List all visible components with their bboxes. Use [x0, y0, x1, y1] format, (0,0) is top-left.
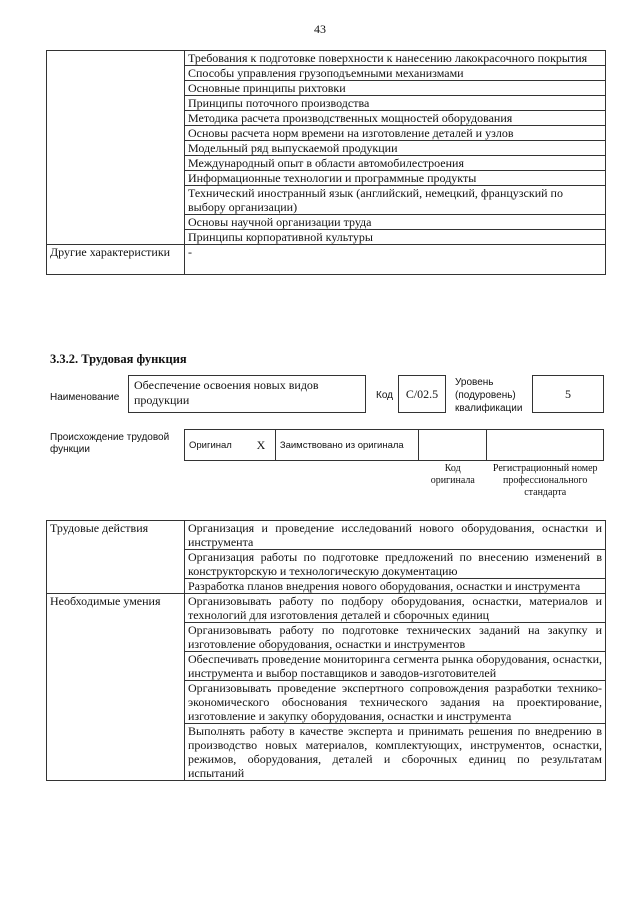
skill-cell: Организовывать работу по подбору оборудования, оснастки, материалов и технологий для изготовления деталей и сборочных единиц [185, 594, 606, 623]
knowledge-cell: Принципы корпоративной культуры [185, 230, 606, 245]
table-row [47, 521, 606, 550]
name-label: Наименование [50, 392, 120, 403]
knowledge-cell: Модельный ряд выпускаемой продукции [185, 141, 606, 156]
knowledge-cell: Международный опыт в области автомобилестроения [185, 156, 606, 171]
original-mark: X [247, 430, 275, 461]
actions-label: Трудовые действия [47, 521, 185, 594]
origin-table [184, 429, 604, 499]
action-cell: Организация и проведение исследований нового оборудования, оснастки и инструмента [185, 521, 606, 550]
original-code-cell [419, 430, 487, 461]
reg-number-cell [487, 430, 604, 461]
skill-cell: Выполнять работу в качестве эксперта и принимать решения по внедрению в производство новых материалов, комплектующих, инструментов, оснастки, режимов, оборудования, деталей и сборочных единиц по результатам испытаний [185, 724, 606, 781]
knowledge-cell: Основы расчета норм времени на изготовление деталей и узлов [185, 126, 606, 141]
knowledge-cell: Требования к подготовке поверхности к нанесению лакокрасочного покрытия [185, 51, 606, 66]
other-characteristics-label: Другие характеристики [47, 245, 185, 275]
code-caption: Код оригинала [430, 463, 475, 486]
other-characteristics-value: - [185, 245, 606, 275]
skill-cell: Обеспечивать проведение мониторинга сегмента рынка оборудования, оснастки, инструмента и выбор поставщиков и заводов-изготовителей [185, 652, 606, 681]
page-number: 43 [314, 22, 326, 36]
original-cell: Оригинал [185, 430, 248, 461]
level-label: Уровень (подуровень) квалификации [455, 377, 523, 414]
knowledge-cell: Основы научной организации труда [185, 215, 606, 230]
skill-cell: Организовывать проведение экспертного сопровождения разработки технико-экономического обоснования технического задания на проектирование, изготовление и закупку оборудования, оснастки и инструмента [185, 681, 606, 724]
code-label: Код [376, 390, 394, 401]
table-row [47, 245, 606, 275]
row-label-empty [47, 51, 185, 245]
knowledge-cell: Основные принципы рихтовки [185, 81, 606, 96]
knowledge-cell: Методика расчета производственных мощностей оборудования [185, 111, 606, 126]
knowledge-cell: Технический иностранный язык (английский, немецкий, французский по выбору организации) [185, 186, 606, 215]
borrowed-cell: Заимствовано из оригинала [275, 430, 418, 461]
code-value: C/02.5 [398, 375, 446, 413]
section-title: 3.3.2. Трудовая функция [50, 352, 187, 366]
labor-functions-table [46, 520, 606, 781]
action-cell: Организация работы по подготовке предложений по внесению изменений в конструкторскую и технологическую документацию [185, 550, 606, 579]
reg-caption: Регистрационный номер профессионального стандарта [492, 463, 598, 498]
knowledge-cell: Способы управления грузоподъемными механизмами [185, 66, 606, 81]
function-name-value: Обеспечение освоения новых видов продукции [128, 375, 366, 413]
knowledge-cell: Информационные технологии и программные продукты [185, 171, 606, 186]
knowledge-table [46, 50, 606, 275]
knowledge-cell: Принципы поточного производства [185, 96, 606, 111]
skill-cell: Организовывать работу по подготовке технических заданий на закупку и изготовление оборудования, оснастки и инструментов [185, 623, 606, 652]
skills-label: Необходимые умения [47, 594, 185, 781]
origin-label: Происхождение трудовой функции [50, 432, 170, 455]
table-row [47, 51, 606, 66]
level-value: 5 [532, 375, 604, 413]
action-cell: Разработка планов внедрения нового оборудования, оснастки и инструмента [185, 579, 606, 594]
table-row [47, 594, 606, 623]
